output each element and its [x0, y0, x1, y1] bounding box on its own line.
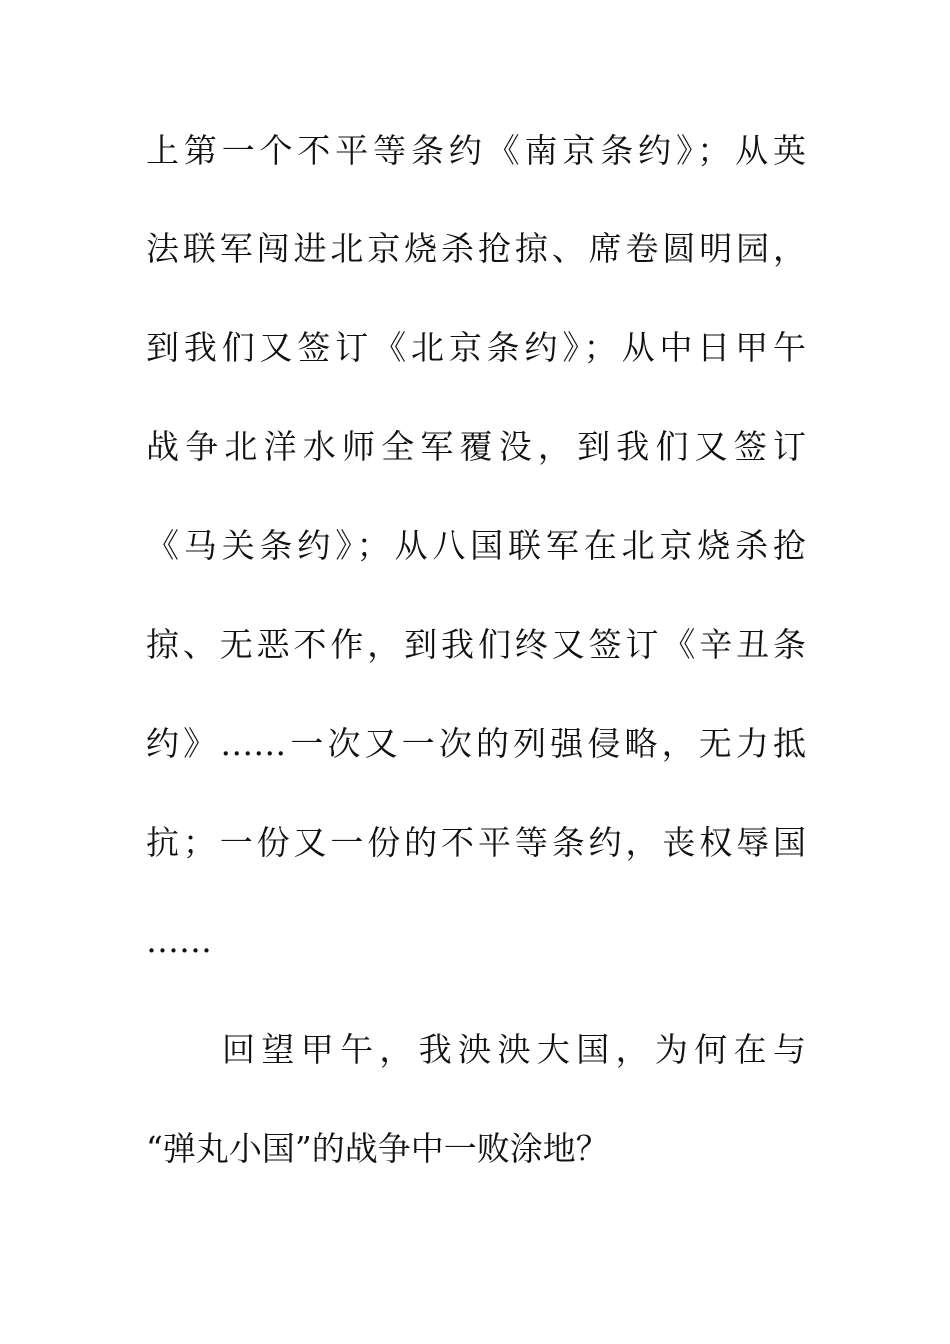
text-line-8: 抗；一份又一份的不平等条约，丧权辱国 — [146, 823, 806, 862]
text-line-2: 法联军闯进北京烧杀抢掠、席卷圆明园， — [146, 229, 806, 268]
text-line-4: 战争北洋水师全军覆没，到我们又签订 — [146, 427, 806, 466]
text-line-7: 约》……一次又一次的列强侵略，无力抵 — [146, 724, 806, 763]
text-line-1: 上第一个不平等条约《南京条约》；从英 — [146, 131, 806, 170]
paragraph-2-line-1: 回望甲午，我泱泱大国，为何在与 — [222, 1030, 806, 1069]
text-line-6: 掠、无恶不作，到我们终又签订《辛丑条 — [146, 625, 806, 664]
text-line-3: 到我们又签订《北京条约》；从中日甲午 — [146, 328, 806, 367]
text-line-9: …… — [146, 921, 212, 960]
paragraph-2-line-2: “弹丸小国”的战争中一败涂地？ — [146, 1129, 609, 1168]
text-line-5: 《马关条约》；从八国联军在北京烧杀抢 — [146, 526, 806, 565]
